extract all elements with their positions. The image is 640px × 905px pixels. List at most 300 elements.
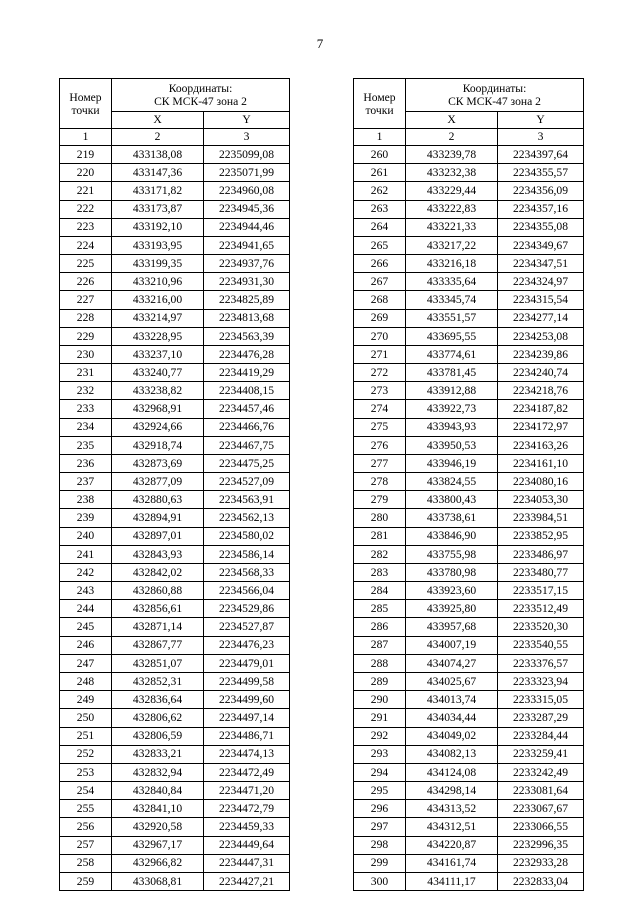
table-row xyxy=(60,436,290,454)
point-number-cell: 281 xyxy=(354,527,406,545)
x-coordinate-cell: 432867,77 xyxy=(112,636,204,654)
point-number-cell: 243 xyxy=(60,582,112,600)
x-coordinate-cell: 432842,02 xyxy=(112,563,204,581)
table-row xyxy=(60,800,290,818)
x-coordinate-cell: 433199,35 xyxy=(112,255,204,273)
x-coordinate-cell: 434298,14 xyxy=(406,782,498,800)
table-row xyxy=(354,182,584,200)
x-coordinate-cell: 432851,07 xyxy=(112,654,204,672)
table-row xyxy=(60,364,290,382)
y-coordinate-cell: 2234568,33 xyxy=(204,563,290,581)
y-coordinate-cell: 2234347,51 xyxy=(498,255,584,273)
y-coordinate-cell: 2234408,15 xyxy=(204,382,290,400)
table-row xyxy=(354,364,584,382)
x-coordinate-cell: 434049,02 xyxy=(406,727,498,745)
table-row xyxy=(60,236,290,254)
table-row xyxy=(60,545,290,563)
point-number-cell: 229 xyxy=(60,327,112,345)
table-row xyxy=(60,582,290,600)
y-coordinate-cell: 2233067,67 xyxy=(498,800,584,818)
point-number-cell: 246 xyxy=(60,636,112,654)
x-coordinate-cell: 434074,27 xyxy=(406,654,498,672)
table-row xyxy=(354,636,584,654)
y-coordinate-cell: 2234449,64 xyxy=(204,836,290,854)
y-coordinate-cell: 2234253,08 xyxy=(498,327,584,345)
table-row xyxy=(60,782,290,800)
x-coordinate-cell: 432832,94 xyxy=(112,763,204,781)
y-coordinate-cell: 2232933,28 xyxy=(498,854,584,872)
x-coordinate-cell: 432897,01 xyxy=(112,527,204,545)
y-coordinate-cell: 2234187,82 xyxy=(498,400,584,418)
point-number-cell: 269 xyxy=(354,309,406,327)
x-coordinate-cell: 432877,09 xyxy=(112,473,204,491)
y-coordinate-cell: 2234479,01 xyxy=(204,654,290,672)
point-number-cell: 298 xyxy=(354,836,406,854)
x-coordinate-cell: 434007,19 xyxy=(406,636,498,654)
x-coordinate-cell: 433781,45 xyxy=(406,364,498,382)
table-row xyxy=(354,745,584,763)
table-row xyxy=(354,854,584,872)
table-row xyxy=(60,273,290,291)
point-number-cell: 248 xyxy=(60,672,112,690)
table-row xyxy=(60,745,290,763)
point-number-cell: 252 xyxy=(60,745,112,763)
y-coordinate-cell: 2234825,89 xyxy=(204,291,290,309)
table-row xyxy=(354,146,584,164)
x-coordinate-cell: 432836,64 xyxy=(112,691,204,709)
y-coordinate-cell: 2234499,60 xyxy=(204,691,290,709)
y-coordinate-cell: 2234475,25 xyxy=(204,454,290,472)
y-coordinate-cell: 2234457,46 xyxy=(204,400,290,418)
x-coordinate-cell: 432967,17 xyxy=(112,836,204,854)
point-number-cell: 283 xyxy=(354,563,406,581)
x-coordinate-cell: 433216,00 xyxy=(112,291,204,309)
point-number-cell: 233 xyxy=(60,400,112,418)
point-number-header: Номер точки xyxy=(60,79,112,129)
y-coordinate-cell: 2234357,16 xyxy=(498,200,584,218)
point-number-cell: 279 xyxy=(354,491,406,509)
table-row xyxy=(354,491,584,509)
y-coordinate-cell: 2234566,04 xyxy=(204,582,290,600)
y-coordinate-cell: 2234161,10 xyxy=(498,454,584,472)
x-coordinate-cell: 433695,55 xyxy=(406,327,498,345)
x-coordinate-cell: 432920,58 xyxy=(112,818,204,836)
table-row xyxy=(60,200,290,218)
column-index: 3 xyxy=(204,129,290,146)
point-number-cell: 276 xyxy=(354,436,406,454)
x-coordinate-cell: 433738,61 xyxy=(406,509,498,527)
table-body-right xyxy=(354,146,584,891)
x-coordinate-cell: 434025,67 xyxy=(406,672,498,690)
table-row xyxy=(354,800,584,818)
x-coordinate-cell: 433755,98 xyxy=(406,545,498,563)
x-coordinate-cell: 433551,57 xyxy=(406,309,498,327)
point-number-cell: 287 xyxy=(354,636,406,654)
point-number-cell: 280 xyxy=(354,509,406,527)
point-number-cell: 266 xyxy=(354,255,406,273)
table-row xyxy=(60,854,290,872)
table-row xyxy=(60,691,290,709)
table-row xyxy=(354,727,584,745)
x-coordinate-cell: 433950,53 xyxy=(406,436,498,454)
x-coordinate-cell: 432833,21 xyxy=(112,745,204,763)
y-coordinate-cell: 2233376,57 xyxy=(498,654,584,672)
point-number-cell: 257 xyxy=(60,836,112,854)
y-coordinate-cell: 2234580,02 xyxy=(204,527,290,545)
x-coordinate-cell: 433193,95 xyxy=(112,236,204,254)
y-coordinate-cell: 2235071,99 xyxy=(204,164,290,182)
x-coordinate-cell: 433943,93 xyxy=(406,418,498,436)
x-coordinate-cell: 433846,90 xyxy=(406,527,498,545)
x-coordinate-cell: 432806,62 xyxy=(112,709,204,727)
point-number-cell: 256 xyxy=(60,818,112,836)
x-coordinate-cell: 432852,31 xyxy=(112,672,204,690)
point-number-cell: 300 xyxy=(354,872,406,890)
x-coordinate-cell: 434312,51 xyxy=(406,818,498,836)
y-coordinate-cell: 2234239,86 xyxy=(498,345,584,363)
y-coordinate-cell: 2234474,13 xyxy=(204,745,290,763)
coordinates-header: Координаты: СК МСК-47 зона 2 xyxy=(406,79,584,112)
x-header: X xyxy=(406,112,498,129)
x-coordinate-cell: 432924,66 xyxy=(112,418,204,436)
point-number-cell: 241 xyxy=(60,545,112,563)
x-coordinate-cell: 433780,98 xyxy=(406,563,498,581)
point-number-cell: 278 xyxy=(354,473,406,491)
point-number-cell: 249 xyxy=(60,691,112,709)
point-number-cell: 225 xyxy=(60,255,112,273)
x-coordinate-cell: 434082,13 xyxy=(406,745,498,763)
table-row xyxy=(354,691,584,709)
table-row xyxy=(354,563,584,581)
table-body-left xyxy=(60,146,290,891)
point-number-cell: 245 xyxy=(60,618,112,636)
table-row xyxy=(60,491,290,509)
x-coordinate-cell: 433957,68 xyxy=(406,618,498,636)
point-number-cell: 260 xyxy=(354,146,406,164)
table-row xyxy=(60,146,290,164)
table-row xyxy=(60,527,290,545)
x-coordinate-cell: 433068,81 xyxy=(112,872,204,890)
point-number-cell: 240 xyxy=(60,527,112,545)
point-number-cell: 227 xyxy=(60,291,112,309)
point-number-cell: 219 xyxy=(60,146,112,164)
table-row xyxy=(354,654,584,672)
x-coordinate-cell: 434013,74 xyxy=(406,691,498,709)
x-coordinate-cell: 433228,95 xyxy=(112,327,204,345)
column-index: 1 xyxy=(354,129,406,146)
point-number-cell: 255 xyxy=(60,800,112,818)
table-row xyxy=(354,763,584,781)
y-coordinate-cell: 2234486,71 xyxy=(204,727,290,745)
y-coordinate-cell: 2233984,51 xyxy=(498,509,584,527)
y-coordinate-cell: 2233315,05 xyxy=(498,691,584,709)
x-coordinate-cell: 433229,44 xyxy=(406,182,498,200)
y-coordinate-cell: 2234427,21 xyxy=(204,872,290,890)
x-coordinate-cell: 432841,10 xyxy=(112,800,204,818)
point-number-cell: 290 xyxy=(354,691,406,709)
point-number-cell: 285 xyxy=(354,600,406,618)
point-number-cell: 291 xyxy=(354,709,406,727)
x-coordinate-cell: 432894,91 xyxy=(112,509,204,527)
point-number-cell: 297 xyxy=(354,818,406,836)
x-coordinate-cell: 433217,22 xyxy=(406,236,498,254)
point-number-cell: 251 xyxy=(60,727,112,745)
coordinates-table-right xyxy=(353,78,584,891)
x-coordinate-cell: 432843,93 xyxy=(112,545,204,563)
table-row xyxy=(354,345,584,363)
x-coordinate-cell: 434161,74 xyxy=(406,854,498,872)
x-header: X xyxy=(112,112,204,129)
y-coordinate-cell: 2234471,20 xyxy=(204,782,290,800)
x-coordinate-cell: 433216,18 xyxy=(406,255,498,273)
y-coordinate-cell: 2233486,97 xyxy=(498,545,584,563)
table-row xyxy=(354,454,584,472)
table-row xyxy=(60,836,290,854)
x-coordinate-cell: 433239,78 xyxy=(406,146,498,164)
x-coordinate-cell: 433210,96 xyxy=(112,273,204,291)
table-row xyxy=(60,400,290,418)
table-row xyxy=(354,273,584,291)
table-row xyxy=(60,563,290,581)
point-number-cell: 228 xyxy=(60,309,112,327)
point-number-cell: 286 xyxy=(354,618,406,636)
x-coordinate-cell: 433214,97 xyxy=(112,309,204,327)
y-coordinate-cell: 2234053,30 xyxy=(498,491,584,509)
x-coordinate-cell: 433774,61 xyxy=(406,345,498,363)
x-coordinate-cell: 434034,44 xyxy=(406,709,498,727)
point-number-cell: 247 xyxy=(60,654,112,672)
point-number-cell: 250 xyxy=(60,709,112,727)
y-coordinate-cell: 2234941,65 xyxy=(204,236,290,254)
table-row xyxy=(354,291,584,309)
y-coordinate-cell: 2233284,44 xyxy=(498,727,584,745)
y-coordinate-cell: 2233242,49 xyxy=(498,763,584,781)
y-coordinate-cell: 2234813,68 xyxy=(204,309,290,327)
y-coordinate-cell: 2233259,41 xyxy=(498,745,584,763)
table-row xyxy=(354,672,584,690)
table-row xyxy=(60,727,290,745)
y-coordinate-cell: 2233323,94 xyxy=(498,672,584,690)
point-number-cell: 262 xyxy=(354,182,406,200)
x-coordinate-cell: 432806,59 xyxy=(112,727,204,745)
y-coordinate-cell: 2234459,33 xyxy=(204,818,290,836)
x-coordinate-cell: 433240,77 xyxy=(112,364,204,382)
table-row xyxy=(354,164,584,182)
table-row xyxy=(60,164,290,182)
y-coordinate-cell: 2233066,55 xyxy=(498,818,584,836)
y-coordinate-cell: 2233081,64 xyxy=(498,782,584,800)
column-index: 3 xyxy=(498,129,584,146)
table-row xyxy=(60,672,290,690)
y-coordinate-cell: 2232833,04 xyxy=(498,872,584,890)
x-coordinate-cell: 433222,83 xyxy=(406,200,498,218)
y-coordinate-cell: 2234527,87 xyxy=(204,618,290,636)
point-number-cell: 296 xyxy=(354,800,406,818)
point-number-cell: 261 xyxy=(354,164,406,182)
y-coordinate-cell: 2233480,77 xyxy=(498,563,584,581)
x-coordinate-cell: 432966,82 xyxy=(112,854,204,872)
y-coordinate-cell: 2234527,09 xyxy=(204,473,290,491)
table-row xyxy=(60,291,290,309)
x-coordinate-cell: 434124,08 xyxy=(406,763,498,781)
table-row xyxy=(354,327,584,345)
column-index: 1 xyxy=(60,129,112,146)
table-row xyxy=(60,818,290,836)
y-coordinate-cell: 2233540,55 xyxy=(498,636,584,654)
point-number-cell: 273 xyxy=(354,382,406,400)
point-number-cell: 265 xyxy=(354,236,406,254)
table-row xyxy=(60,382,290,400)
table-row xyxy=(60,600,290,618)
y-coordinate-cell: 2234397,64 xyxy=(498,146,584,164)
point-number-cell: 242 xyxy=(60,563,112,581)
point-number-cell: 221 xyxy=(60,182,112,200)
x-coordinate-cell: 432860,88 xyxy=(112,582,204,600)
point-number-cell: 223 xyxy=(60,218,112,236)
table-row xyxy=(354,527,584,545)
point-number-cell: 224 xyxy=(60,236,112,254)
coordinates-header: Координаты: СК МСК-47 зона 2 xyxy=(112,79,290,112)
table-row xyxy=(60,454,290,472)
y-coordinate-cell: 2234563,91 xyxy=(204,491,290,509)
y-coordinate-cell: 2234945,36 xyxy=(204,200,290,218)
point-number-cell: 235 xyxy=(60,436,112,454)
table-row xyxy=(354,473,584,491)
x-coordinate-cell: 433946,19 xyxy=(406,454,498,472)
y-coordinate-cell: 2234529,86 xyxy=(204,600,290,618)
y-coordinate-cell: 2234419,29 xyxy=(204,364,290,382)
y-coordinate-cell: 2234240,74 xyxy=(498,364,584,382)
point-number-cell: 258 xyxy=(60,854,112,872)
point-number-cell: 234 xyxy=(60,418,112,436)
y-coordinate-cell: 2234476,23 xyxy=(204,636,290,654)
table-row xyxy=(354,218,584,236)
x-coordinate-cell: 434220,87 xyxy=(406,836,498,854)
x-coordinate-cell: 433925,80 xyxy=(406,600,498,618)
y-coordinate-cell: 2233520,30 xyxy=(498,618,584,636)
point-number-cell: 282 xyxy=(354,545,406,563)
y-coordinate-cell: 2234563,39 xyxy=(204,327,290,345)
table-row xyxy=(354,436,584,454)
column-index: 2 xyxy=(112,129,204,146)
point-number-cell: 267 xyxy=(354,273,406,291)
y-coordinate-cell: 2232996,35 xyxy=(498,836,584,854)
point-number-cell: 244 xyxy=(60,600,112,618)
y-header: Y xyxy=(204,112,290,129)
point-number-cell: 271 xyxy=(354,345,406,363)
point-number-cell: 220 xyxy=(60,164,112,182)
x-coordinate-cell: 433824,55 xyxy=(406,473,498,491)
y-coordinate-cell: 2234467,75 xyxy=(204,436,290,454)
y-coordinate-cell: 2235099,08 xyxy=(204,146,290,164)
table-row xyxy=(354,200,584,218)
x-coordinate-cell: 434313,52 xyxy=(406,800,498,818)
x-coordinate-cell: 432871,14 xyxy=(112,618,204,636)
x-coordinate-cell: 433345,74 xyxy=(406,291,498,309)
y-coordinate-cell: 2234315,54 xyxy=(498,291,584,309)
y-coordinate-cell: 2234931,30 xyxy=(204,273,290,291)
x-coordinate-cell: 433173,87 xyxy=(112,200,204,218)
x-coordinate-cell: 433238,82 xyxy=(112,382,204,400)
table-row xyxy=(354,709,584,727)
point-number-cell: 239 xyxy=(60,509,112,527)
x-coordinate-cell: 433232,38 xyxy=(406,164,498,182)
point-number-cell: 292 xyxy=(354,727,406,745)
x-coordinate-cell: 433147,36 xyxy=(112,164,204,182)
y-coordinate-cell: 2234499,58 xyxy=(204,672,290,690)
point-number-header: Номер точки xyxy=(354,79,406,129)
coordinates-table-left xyxy=(59,78,290,891)
point-number-cell: 238 xyxy=(60,491,112,509)
y-coordinate-cell: 2233512,49 xyxy=(498,600,584,618)
point-number-cell: 236 xyxy=(60,454,112,472)
table-row xyxy=(60,509,290,527)
table-row xyxy=(60,345,290,363)
point-number-cell: 231 xyxy=(60,364,112,382)
table-row xyxy=(354,545,584,563)
y-coordinate-cell: 2234355,08 xyxy=(498,218,584,236)
x-coordinate-cell: 433237,10 xyxy=(112,345,204,363)
y-coordinate-cell: 2234218,76 xyxy=(498,382,584,400)
table-row xyxy=(354,836,584,854)
table-row xyxy=(354,400,584,418)
x-coordinate-cell: 433192,10 xyxy=(112,218,204,236)
y-coordinate-cell: 2234172,97 xyxy=(498,418,584,436)
x-coordinate-cell: 433335,64 xyxy=(406,273,498,291)
y-coordinate-cell: 2234080,16 xyxy=(498,473,584,491)
y-header: Y xyxy=(498,112,584,129)
y-coordinate-cell: 2234586,14 xyxy=(204,545,290,563)
point-number-cell: 259 xyxy=(60,872,112,890)
y-coordinate-cell: 2234349,67 xyxy=(498,236,584,254)
table-row xyxy=(60,709,290,727)
table-row xyxy=(60,636,290,654)
point-number-cell: 253 xyxy=(60,763,112,781)
point-number-cell: 277 xyxy=(354,454,406,472)
table-row xyxy=(354,818,584,836)
point-number-cell: 275 xyxy=(354,418,406,436)
y-coordinate-cell: 2234324,97 xyxy=(498,273,584,291)
y-coordinate-cell: 2234356,09 xyxy=(498,182,584,200)
point-number-cell: 230 xyxy=(60,345,112,363)
y-coordinate-cell: 2234937,76 xyxy=(204,255,290,273)
table-row xyxy=(354,618,584,636)
point-number-cell: 274 xyxy=(354,400,406,418)
table-row xyxy=(60,218,290,236)
x-coordinate-cell: 433912,88 xyxy=(406,382,498,400)
point-number-cell: 263 xyxy=(354,200,406,218)
x-coordinate-cell: 432873,69 xyxy=(112,454,204,472)
y-coordinate-cell: 2234163,26 xyxy=(498,436,584,454)
x-coordinate-cell: 433922,73 xyxy=(406,400,498,418)
table-row xyxy=(60,182,290,200)
point-number-cell: 268 xyxy=(354,291,406,309)
table-row xyxy=(60,618,290,636)
x-coordinate-cell: 432918,74 xyxy=(112,436,204,454)
table-row xyxy=(60,309,290,327)
y-coordinate-cell: 2234472,49 xyxy=(204,763,290,781)
point-number-cell: 294 xyxy=(354,763,406,781)
y-coordinate-cell: 2234944,46 xyxy=(204,218,290,236)
point-number-cell: 232 xyxy=(60,382,112,400)
point-number-cell: 226 xyxy=(60,273,112,291)
table-row xyxy=(354,600,584,618)
x-coordinate-cell: 432840,84 xyxy=(112,782,204,800)
x-coordinate-cell: 432856,61 xyxy=(112,600,204,618)
table-row xyxy=(354,509,584,527)
y-coordinate-cell: 2234497,14 xyxy=(204,709,290,727)
y-coordinate-cell: 2234447,31 xyxy=(204,854,290,872)
